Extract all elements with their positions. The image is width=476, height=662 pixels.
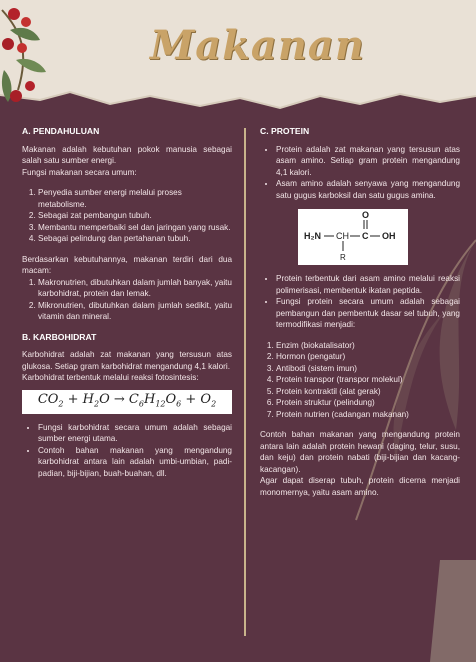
list-item: 3. Antibodi (sistem imun) <box>276 363 460 375</box>
torn-paper-header <box>0 0 476 112</box>
list-item: 4. Sebagai pelindung dan pertahanan tubuh. <box>38 233 232 245</box>
list-item: 1. Makronutrien, dibutuhkan dalam jumlah banyak, yaitu karbohidrat, protein dan lemak. <box>38 277 232 300</box>
photosynthesis-formula: $CO_2 + H_2O \to C_6H_{12}O_6 + O_2$ <box>22 390 232 414</box>
intro-text: Makanan adalah kebutuhan pokok manusia sebagai salah satu sumber energi. <box>22 144 232 165</box>
o-label: O <box>362 210 370 220</box>
needs-intro: Berdasarkan kebutuhannya, makanan terdiri dari dua macam: <box>22 254 232 275</box>
list-item: 2. Mikronutrien, dibutuhkan dalam jumlah sedikit, yaitu vitamin dan mineral. <box>38 300 232 323</box>
h2n-label: H₂N <box>304 231 321 241</box>
list-item: 7. Protein nutrien (cadangan makanan) <box>276 409 460 421</box>
amino-acid-structure <box>298 209 408 265</box>
list-item: 1. Penyedia sumber energi melalui proses metabolisme. <box>38 187 232 210</box>
list-item: 1. Enzim (biokatalisator) <box>276 340 460 352</box>
functions-intro: Fungsi makanan secara umum: <box>22 167 137 177</box>
list-item: 5. Protein kontraktil (alat gerak) <box>276 386 460 398</box>
list-item: • Contoh bahan makanan yang mengandung karbohidrat antara lain adalah umbi-umbian, padi-padian, biji-bijian, buah-buahan, dll. <box>38 445 232 480</box>
section-a-heading: A. PENDAHULUAN <box>22 126 100 136</box>
list-item: • Asam amino adalah senyawa yang mengandung satu gugus karboksil dan satu gugus amina. <box>276 178 460 201</box>
protein-bullets-1 <box>260 144 460 202</box>
list-item: 4. Protein transpor (transpor molekul) <box>276 374 460 386</box>
list-item: 2. Hormon (pengatur) <box>276 351 460 363</box>
r-label: R <box>340 253 346 262</box>
list-item: • Protein terbentuk dari asam amino melalui reaksi polimerisasi, membentuk ikatan peptida. <box>276 273 460 296</box>
list-item: 2. Sebagai zat pembangun tubuh. <box>38 210 232 222</box>
protein-bullets-2 <box>260 273 460 331</box>
list-item: 6. Protein struktur (pelindung) <box>276 397 460 409</box>
protein-examples: Contoh bahan makanan yang mengandung protein antara lain adalah protein hewani (daging, telur, susu, dan keju) dan protein nabati (biji-bijian dan kacang-kacangan). <box>260 430 460 474</box>
list-item: • Fungsi protein secara umum adalah sebagai pembangun dan pembentuk dasar sel tubuh, yang termodifikasi menjadi: <box>276 296 460 331</box>
protein-absorption: Agar dapat diserap tubuh, protein dicerna menjadi monomernya, yaitu asam amino. <box>260 476 460 497</box>
list-item: • Fungsi karbohidrat secara umum adalah sebagai sumber energi utama. <box>38 422 232 445</box>
section-c-heading: C. PROTEIN <box>260 126 310 136</box>
carb-text: Karbohidrat adalah zat makanan yang tersusun atas glukosa. Setiap gram karbohidrat mengandung 4,1 kalori. <box>22 350 232 371</box>
column-divider <box>244 128 246 636</box>
protein-types-list <box>260 340 460 421</box>
oh-label: OH <box>382 231 396 241</box>
carb-bullets <box>22 422 232 480</box>
list-item: 3. Membantu memperbaiki sel dan jaringan yang rusak. <box>38 222 232 234</box>
page-title: Makanan <box>150 22 365 69</box>
berry-branch-icon <box>0 0 64 112</box>
right-column <box>260 126 460 498</box>
newspaper-scrap <box>430 560 476 662</box>
c-label: C <box>362 231 369 241</box>
ch-label: CH <box>336 231 349 241</box>
carb-photosynthesis: Karbohidrat terbentuk melalui reaksi fotosintesis: <box>22 373 199 382</box>
functions-list <box>22 187 232 245</box>
needs-list <box>22 277 232 323</box>
list-item: • Protein adalah zat makanan yang tersusun atas asam amino. Setiap gram protein mengandung 4,1 kalori. <box>276 144 460 179</box>
section-b-heading: B. KARBOHIDRAT <box>22 331 97 342</box>
left-column <box>22 126 232 479</box>
